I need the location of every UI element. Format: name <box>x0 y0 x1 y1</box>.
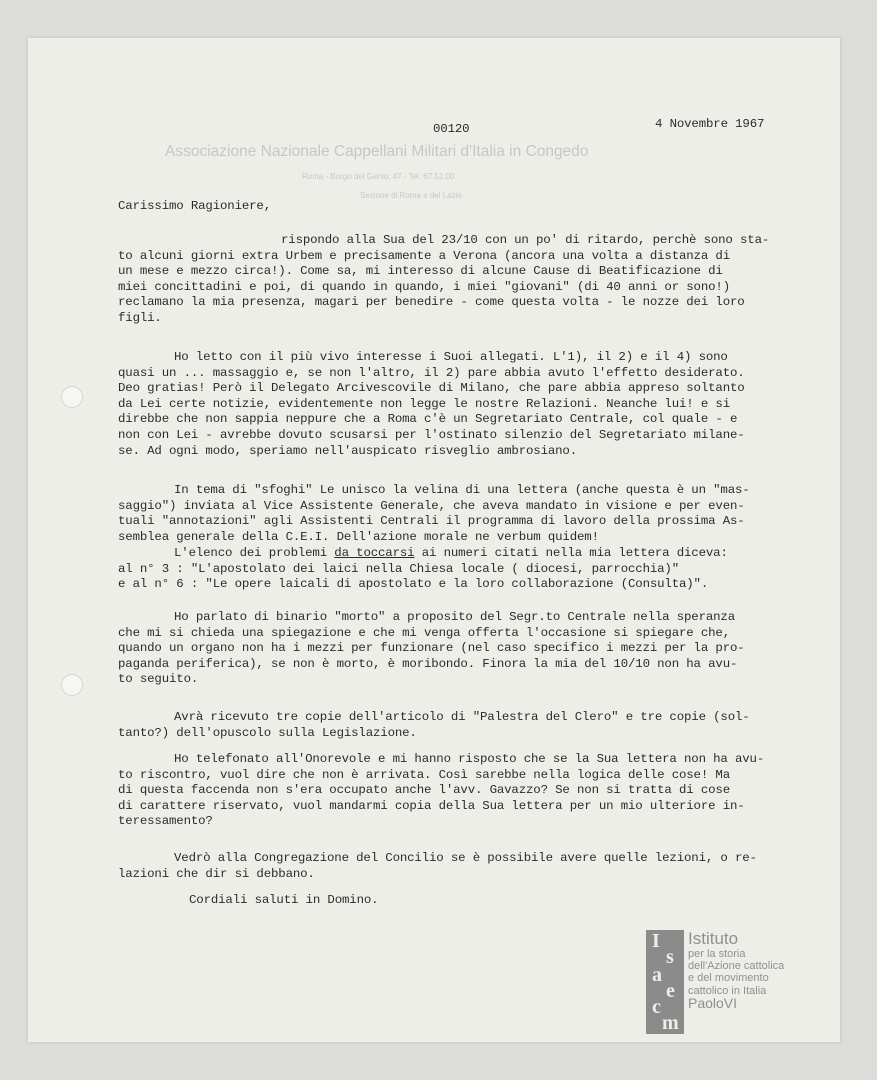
text-line: reclamano la mia presenza, magari per benedire - come questa volta - le nozze dei loro <box>118 295 745 310</box>
list-item: al n° 3 : "L'apostolato dei laici nella Chiesa locale ( diocesi, parrocchia)" <box>118 561 679 576</box>
logo-line: cattolico in Italia <box>688 984 767 997</box>
punch-hole-bottom <box>61 674 83 696</box>
punch-hole-top <box>61 386 83 408</box>
text-line: paganda periferica), se non è morto, è moribondo. Finora la mia del 10/10 non ha avu- <box>118 656 738 671</box>
text-line: to riscontro, vuol dire che non è arrivata. Così sarebbe nella logica delle cose! Ma <box>118 767 730 782</box>
text-line: In tema di "sfoghi" Le unisco la velina di una lettera (anche questa è un "mas- <box>174 483 750 497</box>
text-line: quando un organo non ha i mezzi per funzionare (nel caso specifico i mezzi per la pro- <box>118 641 745 656</box>
text-line: di questa faccenda non s'era occupato anche l'avv. Gavazzo? Se non si tratta di cose <box>118 783 730 798</box>
letterhead-section: Sezione di Roma e del Lazio <box>360 191 462 200</box>
isacem-mark <box>646 930 684 1034</box>
logo-letter: I <box>652 930 660 952</box>
paragraph-1 <box>118 233 808 327</box>
letter-date: 4 Novembre 1967 <box>655 117 765 131</box>
text-line: tuali "annotazioni" agli Assistenti Centrali il programma di lavoro della prossima As- <box>118 514 745 529</box>
text-line: Avrà ricevuto tre copie dell'articolo di "Palestra del Clero" e tre copie (sol- <box>174 710 750 724</box>
closing: Cordiali saluti in Domino. <box>189 893 379 907</box>
text-line: Ho letto con il più vivo interesse i Suoi allegati. L'1), il 2) e il 4) sono <box>174 350 728 364</box>
text-segment: ai numeri citati nella mia lettera diceva: <box>414 546 728 560</box>
logo-letter: e <box>666 980 675 1002</box>
text-line: lazioni che dir si debbano. <box>118 866 315 881</box>
logo-text <box>688 930 784 1009</box>
logo-letter: m <box>662 1012 679 1034</box>
text-line: figli. <box>118 310 162 325</box>
text-line: miei concittadini e poi, di quando in quando, i miei "giovani" (di 40 anni or sono!) <box>118 279 730 294</box>
text-line: direbbe che non sappia neppure che a Roma c'è un Segretariato Centrale, col quale - e <box>118 412 738 427</box>
text-line: un mese e mezzo circa!). Come sa, mi interesso di alcune Cause di Beatificazione di <box>118 264 723 279</box>
institute-logo <box>646 930 796 1035</box>
paragraph-3 <box>118 483 808 545</box>
logo-letter: s <box>666 946 674 968</box>
paragraph-5 <box>118 610 808 688</box>
text-line: to seguito. <box>118 672 199 687</box>
text-line: teressamento? <box>118 814 213 829</box>
logo-line: per la storia <box>688 948 746 960</box>
logo-line: Istituto <box>688 929 739 948</box>
text-line: da Lei certe notizie, evidentemente non legge le nostre Relazioni. Neanche lui! e si <box>118 396 730 411</box>
text-line: to alcuni giorni extra Urbem e precisamente a Verona (ancora una volta a distanza di <box>118 248 730 263</box>
logo-letter: c <box>652 996 661 1018</box>
list-item: e al n° 6 : "Le opere laicali di apostolato e la loro collaborazione (Consulta)". <box>118 577 709 592</box>
text-line: Vedrò alla Congregazione del Concilio se è possibile avere quelle lezioni, o re- <box>174 851 757 865</box>
logo-line: dell'Azione cattolica <box>688 960 785 973</box>
paragraph-8 <box>118 851 808 882</box>
salutation: Carissimo Ragioniere, <box>118 199 271 213</box>
logo-line: PaoloVI <box>688 994 738 1011</box>
protocol-number: 00120 <box>433 122 470 136</box>
text-line <box>118 546 808 562</box>
text-line: semblea generale della C.E.I. Dell'azione morale ne verbum quidem! <box>118 529 599 544</box>
text-segment: L'elenco dei problemi <box>174 546 335 560</box>
paragraph-6 <box>118 710 808 741</box>
text-line: Ho telefonato all'Onorevole e mi hanno risposto che se la Sua lettera non ha avu- <box>174 752 765 766</box>
text-line: di carattere riservato, vuol mandarmi copia della Sua lettera per un mio ulteriore in- <box>118 798 745 813</box>
text-line: che mi si chieda una spiegazione e che mi venga offerta l'occasione si spiegare che, <box>118 625 730 640</box>
text-line: Deo gratias! Però il Delegato Arcivescovile di Milano, che pare abbia appreso soltanto <box>118 381 745 396</box>
letterhead-address: Roma - Borgo del Genio, 47 - Tel. 67.51.00 <box>302 172 455 181</box>
text-line: se. Ad ogni modo, speriamo nell'auspicato risveglio ambrosiano. <box>118 443 577 458</box>
text-line: rispondo alla Sua del 23/10 con un po' di ritardo, perchè sono sta- <box>281 233 770 247</box>
text-line: saggio") inviata al Vice Assistente Generale, che aveva mandato in visione e per even- <box>118 498 745 513</box>
text-line: quasi un ... massaggio e, se non l'altro, il 2) pare abbia avuto l'effetto desiderato. <box>118 365 745 380</box>
paragraph-2 <box>118 350 808 459</box>
letterhead-name: Associazione Nazionale Cappellani Militari d'Italia in Congedo <box>165 143 589 160</box>
text-line: tanto?) dell'opuscolo sulla Legislazione. <box>118 725 417 740</box>
logo-letter: a <box>652 964 662 986</box>
paragraph-4 <box>118 546 808 593</box>
text-line: non con Lei - avrebbe dovuto scusarsi per l'ostinato silenzio del Segretariato milane- <box>118 427 745 442</box>
paragraph-7 <box>118 752 808 830</box>
text-line: Ho parlato di binario "morto" a proposito del Segr.to Centrale nella speranza <box>174 610 735 624</box>
underlined-phrase: da toccarsi <box>334 546 415 560</box>
logo-line: e del movimento <box>688 972 769 985</box>
